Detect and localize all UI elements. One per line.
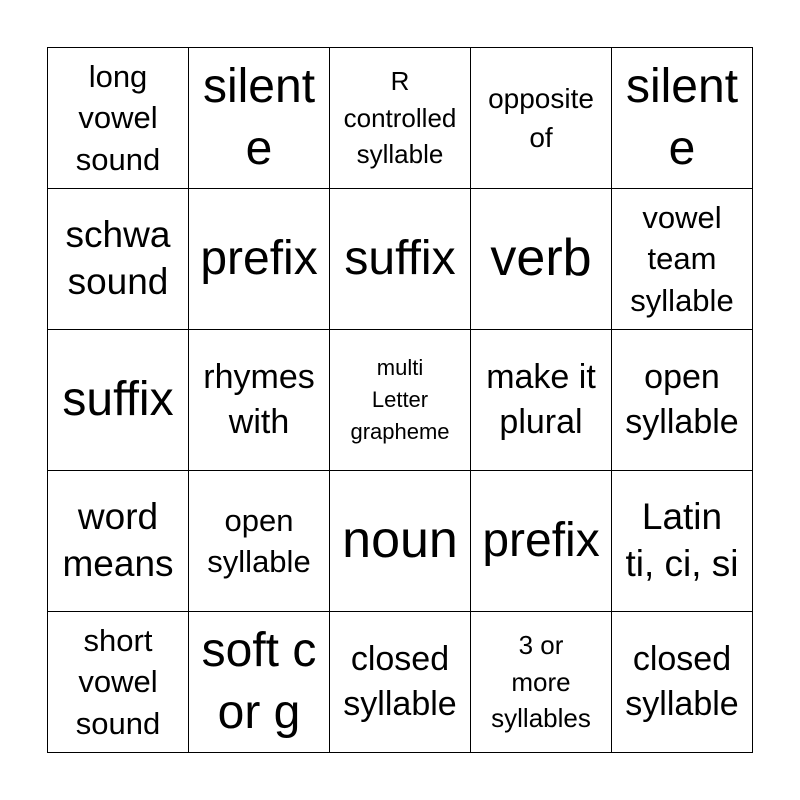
bingo-cell-r4-c2[interactable] — [189, 471, 330, 612]
bingo-cell-r2-c3[interactable] — [330, 189, 471, 330]
bingo-cell-r5-c2[interactable] — [189, 612, 330, 753]
bingo-cell-r2-c5[interactable] — [612, 189, 753, 330]
cell-text: multi Letter grapheme — [350, 355, 450, 444]
bingo-cell-r3-c2[interactable] — [189, 330, 330, 471]
cell-text: word means — [62, 496, 174, 584]
bingo-cell-r1-c1[interactable] — [48, 48, 189, 189]
bingo-cell-r2-c1[interactable] — [48, 189, 189, 330]
cell-text: long vowel sound — [75, 59, 161, 177]
cell-text: closed syllable — [343, 639, 457, 723]
cell-text: silent e — [202, 59, 316, 175]
cell-text: 3 or more syllables — [491, 630, 591, 734]
bingo-cell-r3-c5[interactable] — [612, 330, 753, 471]
cell-text: R controlled syllable — [343, 66, 457, 170]
bingo-cell-r1-c5[interactable] — [612, 48, 753, 189]
bingo-cell-r3-c4[interactable] — [471, 330, 612, 471]
cell-text: open syllable — [207, 502, 311, 579]
cell-text: noun — [342, 511, 458, 570]
cell-text: silent e — [625, 59, 739, 175]
cell-text: rhymes with — [203, 357, 315, 441]
bingo-cell-r5-c5[interactable] — [612, 612, 753, 753]
cell-text: short vowel sound — [75, 623, 161, 741]
bingo-cell-r4-c1[interactable] — [48, 471, 189, 612]
bingo-cell-r4-c4[interactable] — [471, 471, 612, 612]
cell-text: prefix — [482, 513, 600, 567]
cell-text: verb — [490, 229, 592, 288]
bingo-cell-r5-c1[interactable] — [48, 612, 189, 753]
bingo-cell-r3-c3[interactable] — [330, 330, 471, 471]
bingo-cell-r2-c4[interactable] — [471, 189, 612, 330]
bingo-cell-r5-c4[interactable] — [471, 612, 612, 753]
bingo-cell-r3-c1[interactable] — [48, 330, 189, 471]
cell-text: closed syllable — [625, 639, 739, 723]
cell-text: make it plural — [486, 357, 596, 441]
bingo-cell-r5-c3[interactable] — [330, 612, 471, 753]
cell-text: opposite of — [488, 82, 594, 153]
cell-text: soft c or g — [201, 623, 317, 739]
cell-text: Latin ti, ci, si — [625, 496, 739, 584]
cell-text: suffix — [344, 231, 456, 285]
cell-text: vowel team syllable — [630, 200, 734, 318]
bingo-cell-r4-c5[interactable] — [612, 471, 753, 612]
bingo-cell-r1-c3[interactable] — [330, 48, 471, 189]
bingo-cell-r2-c2[interactable] — [189, 189, 330, 330]
cell-text: schwa sound — [65, 214, 171, 302]
bingo-cell-r1-c2[interactable] — [189, 48, 330, 189]
cell-text: prefix — [200, 231, 318, 285]
bingo-cell-r4-c3[interactable] — [330, 471, 471, 612]
bingo-board — [47, 47, 753, 753]
cell-text: open syllable — [625, 357, 739, 441]
cell-text: suffix — [62, 372, 174, 426]
bingo-cell-r1-c4[interactable] — [471, 48, 612, 189]
